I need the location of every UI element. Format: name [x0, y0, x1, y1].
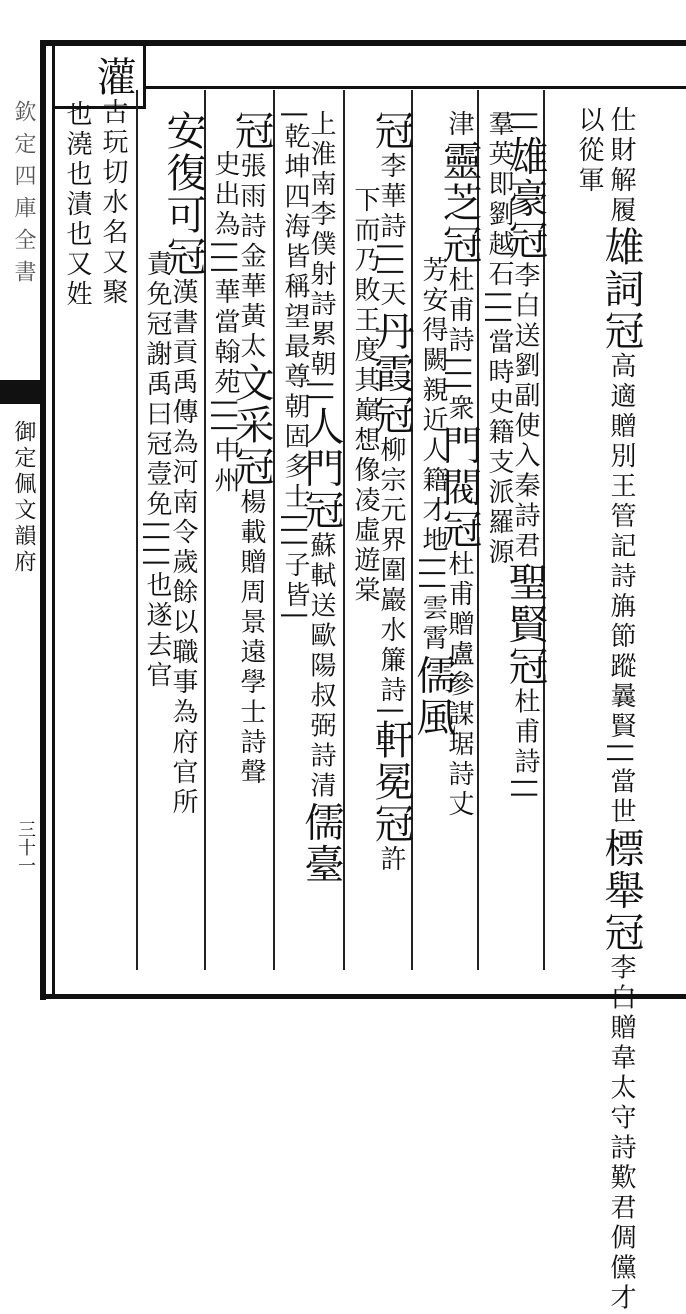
headword: 門閥冠 [436, 424, 482, 551]
text-column-3 [502, 110, 548, 804]
text-column-14 [142, 250, 172, 691]
inner-left-border [52, 46, 55, 994]
text-column-7 [368, 110, 414, 876]
headword: 雄詞冠 [598, 226, 644, 352]
entry-text: 羣英 [484, 110, 514, 170]
text-column-12 [210, 150, 240, 497]
headword: 靈芝冠 [436, 140, 482, 266]
entry-text: 下而乃敗王度 [350, 186, 380, 366]
entry-text: 杜甫贈盧參謀琚詩丈 [444, 550, 474, 821]
spine-margin [0, 40, 40, 1000]
headword: 冠 [228, 110, 274, 152]
entry-text: 津 [444, 110, 474, 140]
fishtail-mark [0, 380, 40, 404]
entry-text: 李白贈韋太守詩歎君倜儻才 [606, 953, 636, 1314]
headword: 儒風 [410, 654, 456, 739]
entry-text: 史出為||| [210, 150, 240, 279]
entry-text: 芳安得闕親近 [418, 256, 448, 436]
text-column-15 [90, 56, 136, 308]
headword: 丹霞冠 [368, 310, 414, 437]
headword: 安復可冠 [160, 110, 206, 278]
frame-bottom-border [40, 994, 686, 999]
frame-left-border [40, 40, 46, 1000]
text-column-4 [484, 110, 514, 568]
entry-text: 張雨詩金華黃太 [236, 152, 266, 362]
text-column-10 [280, 110, 310, 624]
entry-text: 也澆也漬也又姓 [62, 100, 92, 310]
entry-text: 即劉越石|||當時 [484, 170, 514, 389]
headword: 軒冕冠 [368, 719, 414, 846]
entry-text: 許 [376, 845, 406, 876]
headword: 雄豪冠 [502, 135, 548, 262]
entry-text: 華當翰苑|||中州 [210, 278, 240, 497]
column-rule [273, 90, 275, 970]
text-column-2 [574, 106, 604, 196]
text-column-13 [160, 110, 206, 818]
entry-text: 杜甫詩|||衆 [444, 266, 474, 425]
entry-text: 李白送劉副使入秦詩君 [510, 261, 540, 562]
entry-text: 高適贈別王管記詩㫋節蹤曩賢||當世 [606, 352, 636, 828]
entry-text: || [510, 110, 540, 136]
entry-text: 責免冠謝禹曰冠壹免||||也遂去官 [142, 250, 172, 692]
spine-title: 御定佩文韻府 [11, 420, 36, 576]
text-column-11 [228, 110, 274, 788]
entry-text: 古玩切水名又聚 [98, 98, 128, 308]
column-rule [136, 90, 138, 970]
entry-text: 蘇軾送歐陽叔弼詩清 [306, 531, 336, 802]
headword: 灌 [90, 56, 136, 98]
spine-top-text: 欽定四庫全書 [11, 100, 36, 292]
headword: 冠 [368, 110, 414, 152]
entry-text: 其巔想像凌虛遊 [350, 366, 380, 576]
entry-text: 李華詩|||天 [376, 152, 406, 311]
text-column-1 [598, 106, 644, 1314]
entry-text: 上淮南李僕射詩累朝|| [306, 110, 336, 406]
entry-text: 仕財解履 [606, 106, 636, 226]
entry-text: 朝固多士|||子皆| [280, 392, 310, 624]
entry-text: 人籍才地|||雲霄 [418, 436, 448, 655]
headword: 儒臺 [298, 801, 344, 886]
folio-number: 三十一 [15, 820, 36, 874]
headword: 文采冠 [228, 362, 274, 488]
text-column-6 [410, 256, 456, 739]
entry-text: |乾坤四海皆稱望最尊 [280, 110, 310, 393]
entry-text: 棠 [350, 576, 380, 606]
entry-text: 杜甫詩|| [510, 687, 540, 804]
entry-text: 柳宗元界圍巖水簾詩| [376, 436, 406, 720]
content-top-border [140, 86, 686, 89]
entry-text: 漢書貢禹傳為河南令歲餘以職事為府官所 [168, 278, 198, 818]
text-column-8 [350, 186, 380, 606]
entry-text: 楊載贈周景遠學士詩聲 [236, 488, 266, 788]
text-column-16 [62, 100, 92, 310]
entry-text: 史籍支派羅源 [484, 388, 514, 569]
text-column-9 [298, 110, 344, 886]
headword: 聖賢冠 [502, 561, 548, 688]
headword: 標舉冠 [598, 827, 644, 954]
headword: 人門冠 [298, 405, 344, 532]
entry-text: 以從軍 [574, 106, 604, 196]
